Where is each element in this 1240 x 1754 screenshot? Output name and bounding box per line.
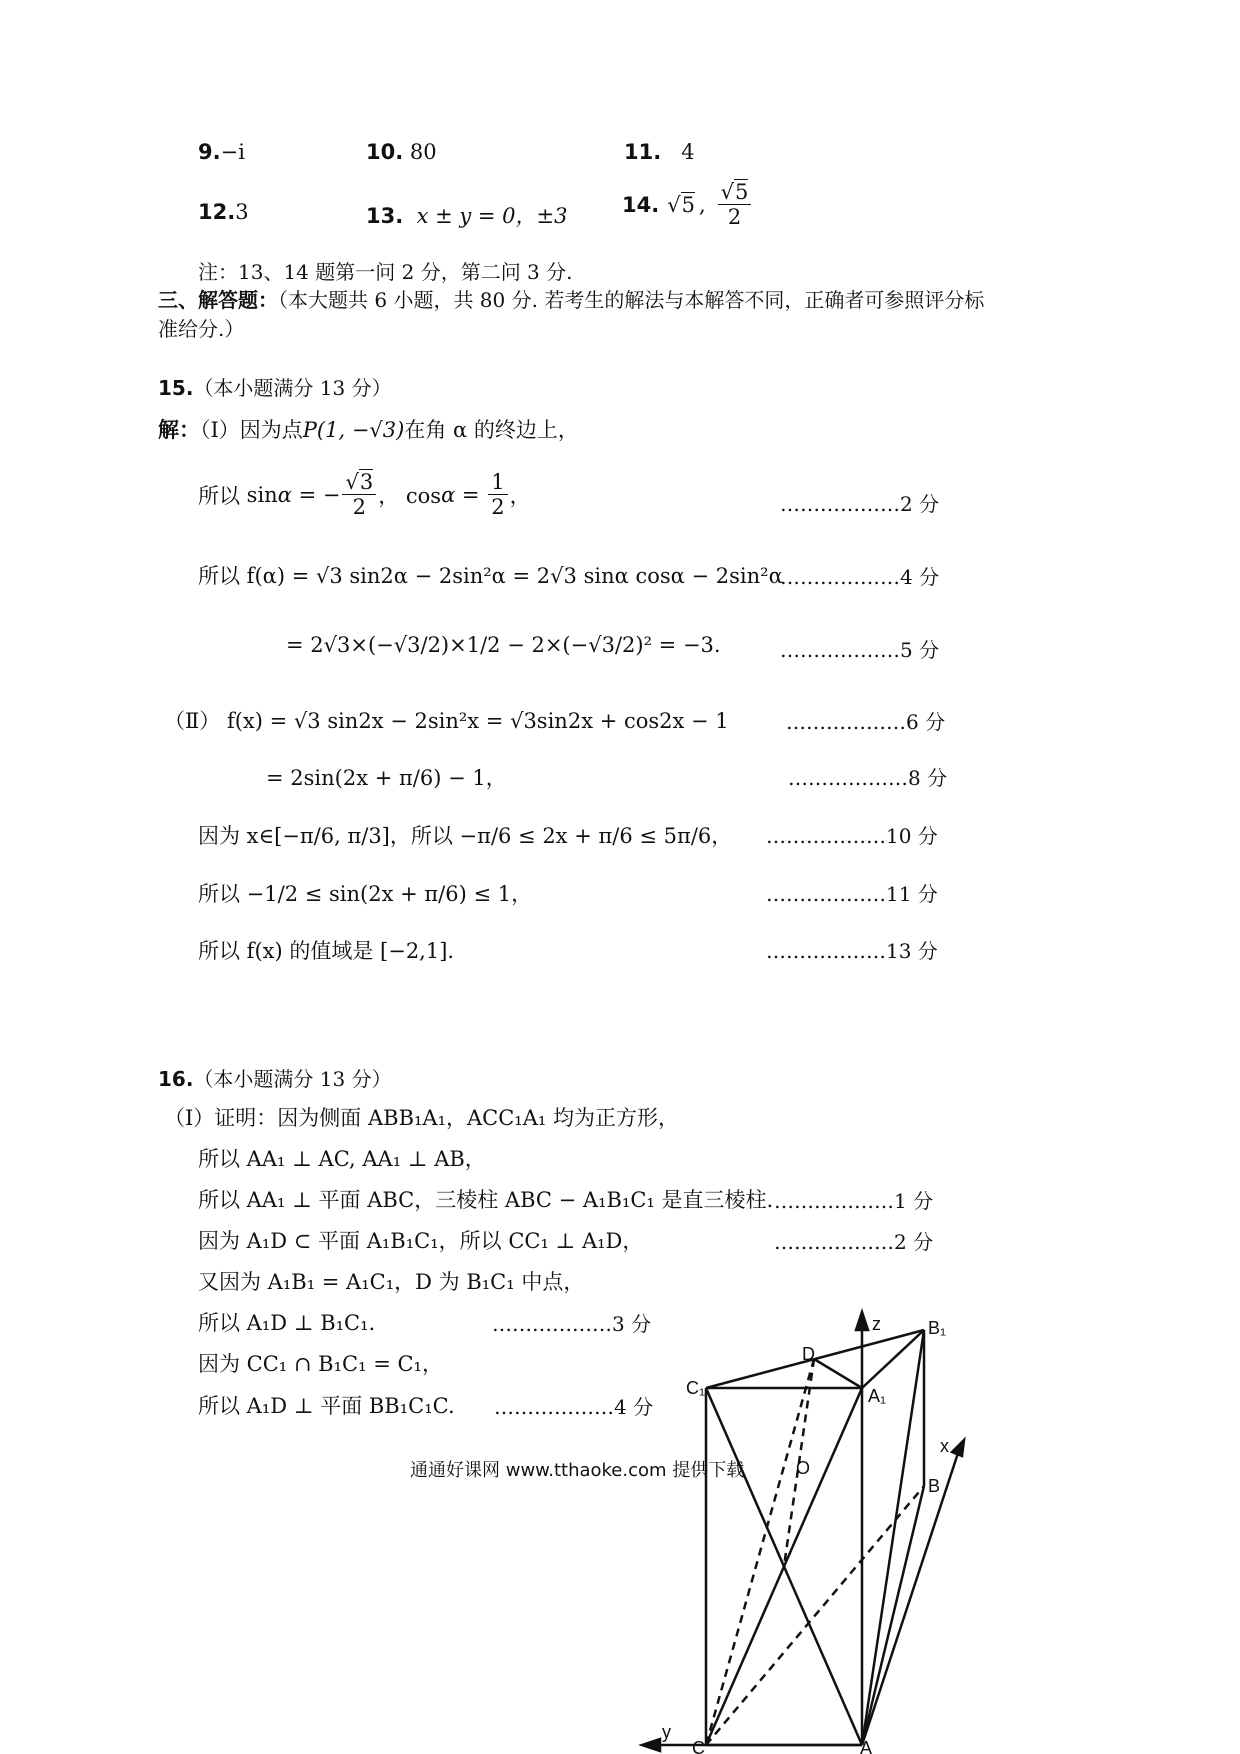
label-c1: C₁ [686,1378,706,1398]
label-o: O [796,1458,811,1478]
q15-part2-line5: 所以 f(x) 的值域是 [−2,1]. [198,939,455,963]
answer-9: 9.−i [198,140,245,164]
label-b1: B₁ [928,1318,947,1338]
label-b: B [928,1476,941,1496]
label-c: C [692,1738,705,1754]
q15-f-alpha-line: 所以 f(α) = √3 sin2α − 2sin²α = 2√3 sinα cosα − 2sin²α [198,564,783,588]
answer-10: 10. 80 [366,140,437,164]
prism-figure [630,1305,990,1754]
q15-eval-line: = 2√3×(−√3/2)×1/2 − 2×(−√3/2)² = −3. [286,633,721,657]
dash-d-c [706,1359,814,1745]
score-2: ………………2 分 [780,492,940,516]
q16-line1: （Ⅰ）证明：因为侧面 ABB₁A₁，ACC₁A₁ 均为正方形， [164,1106,679,1130]
scoring-note: 注：13、14 题第一问 2 分，第二问 3 分. [198,260,573,284]
q16-line5: 又因为 A₁B₁ = A₁C₁，D 为 B₁C₁ 中点， [198,1270,585,1294]
score-4: ………………4 分 [780,565,940,589]
edge-a-b [862,1486,924,1745]
q15-part2-line4: 所以 −1/2 ≤ sin(2x + π/6) ≤ 1， [198,882,533,906]
label-a1: A₁ [868,1386,887,1406]
q16-line2: 所以 AA₁ ⊥ AC, AA₁ ⊥ AB， [198,1147,486,1171]
z-axis-arrow [856,1312,868,1330]
score-2b: ………………2 分 [774,1230,934,1254]
q15-part2-line2: = 2sin(2x + π/6) − 1， [266,766,507,790]
q15-sin-cos-line: 所以 sin α = − $\frac{√3}{2}$ ， cos α = $\frac{1}{2}$ ， [198,470,531,520]
score-11: ………………11 分 [766,882,938,906]
answer-12: 12.3 [198,200,249,224]
x-axis-arrow [952,1440,964,1456]
q16-line6: 所以 A₁D ⊥ B₁C₁. [198,1311,376,1335]
seg-d-a1 [814,1359,862,1388]
fraction: $\frac{√5}{2}$ [718,180,752,229]
answer-14: 14. √ 5 , $\frac{√5}{2}$ [622,180,753,229]
label-d: D [802,1344,815,1364]
score-3: ………………3 分 [492,1312,652,1336]
answer-11: 11. 4 [624,140,695,164]
q15-header: 15.（本小题满分 13 分） [158,376,392,400]
q15-part2-line1: （Ⅱ） f(x) = √3 sin2x − 2sin²x = √3sin2x + cos2x − 1 [164,709,729,733]
sqrt-symbol: √ [667,192,681,217]
label-z: z [872,1314,881,1334]
q16-line8: 所以 A₁D ⊥ 平面 BB₁C₁C. [198,1394,455,1418]
label-y: y [662,1722,671,1742]
q16-line3: 所以 AA₁ ⊥ 平面 ABC，三棱柱 ABC − A₁B₁C₁ 是直三棱柱. [198,1188,774,1212]
fraction: $\frac{√3}{2}$ [342,470,376,519]
fraction: $\frac{1}{2}$ [488,470,507,519]
label-a: A [860,1738,873,1754]
label-x: x [940,1436,949,1456]
footer-watermark: 通通好课网 www.tthaoke.com 提供下载 [410,1460,745,1481]
score-1: ………………1 分 [774,1189,934,1213]
section-3-desc-cont: 准给分.） [158,317,245,341]
dash-c-b [706,1486,924,1745]
comma: , [698,192,706,217]
q16-line7: 因为 CC₁ ∩ B₁C₁ = C₁， [198,1352,443,1376]
score-4b: ………………4 分 [494,1395,654,1419]
score-6: ………………6 分 [786,710,946,734]
score-13: ………………13 分 [766,939,938,963]
score-8: ………………8 分 [788,766,948,790]
section-3-heading: 三、解答题：（本大题共 6 小题，共 80 分. 若考生的解法与本解答不同，正确者可参照评分标 [158,288,985,312]
q15-part2-line3: 因为 x∈[−π/6, π/3]，所以 −π/6 ≤ 2x + π/6 ≤ 5π/6， [198,824,733,848]
score-5: ………………5 分 [780,638,940,662]
x-axis [862,1447,960,1745]
score-10: ………………10 分 [766,824,938,848]
q16-line4: 因为 A₁D ⊂ 平面 A₁B₁C₁，所以 CC₁ ⊥ A₁D， [198,1229,644,1253]
y-axis-arrow [642,1739,660,1751]
answer-13: 13. x ± y = 0，±3 [366,204,568,228]
q16-header: 16.（本小题满分 13 分） [158,1067,392,1091]
q15-part1-intro: 解：（Ⅰ）因为点P(1, −√3)在角 α 的终边上， [158,418,579,442]
